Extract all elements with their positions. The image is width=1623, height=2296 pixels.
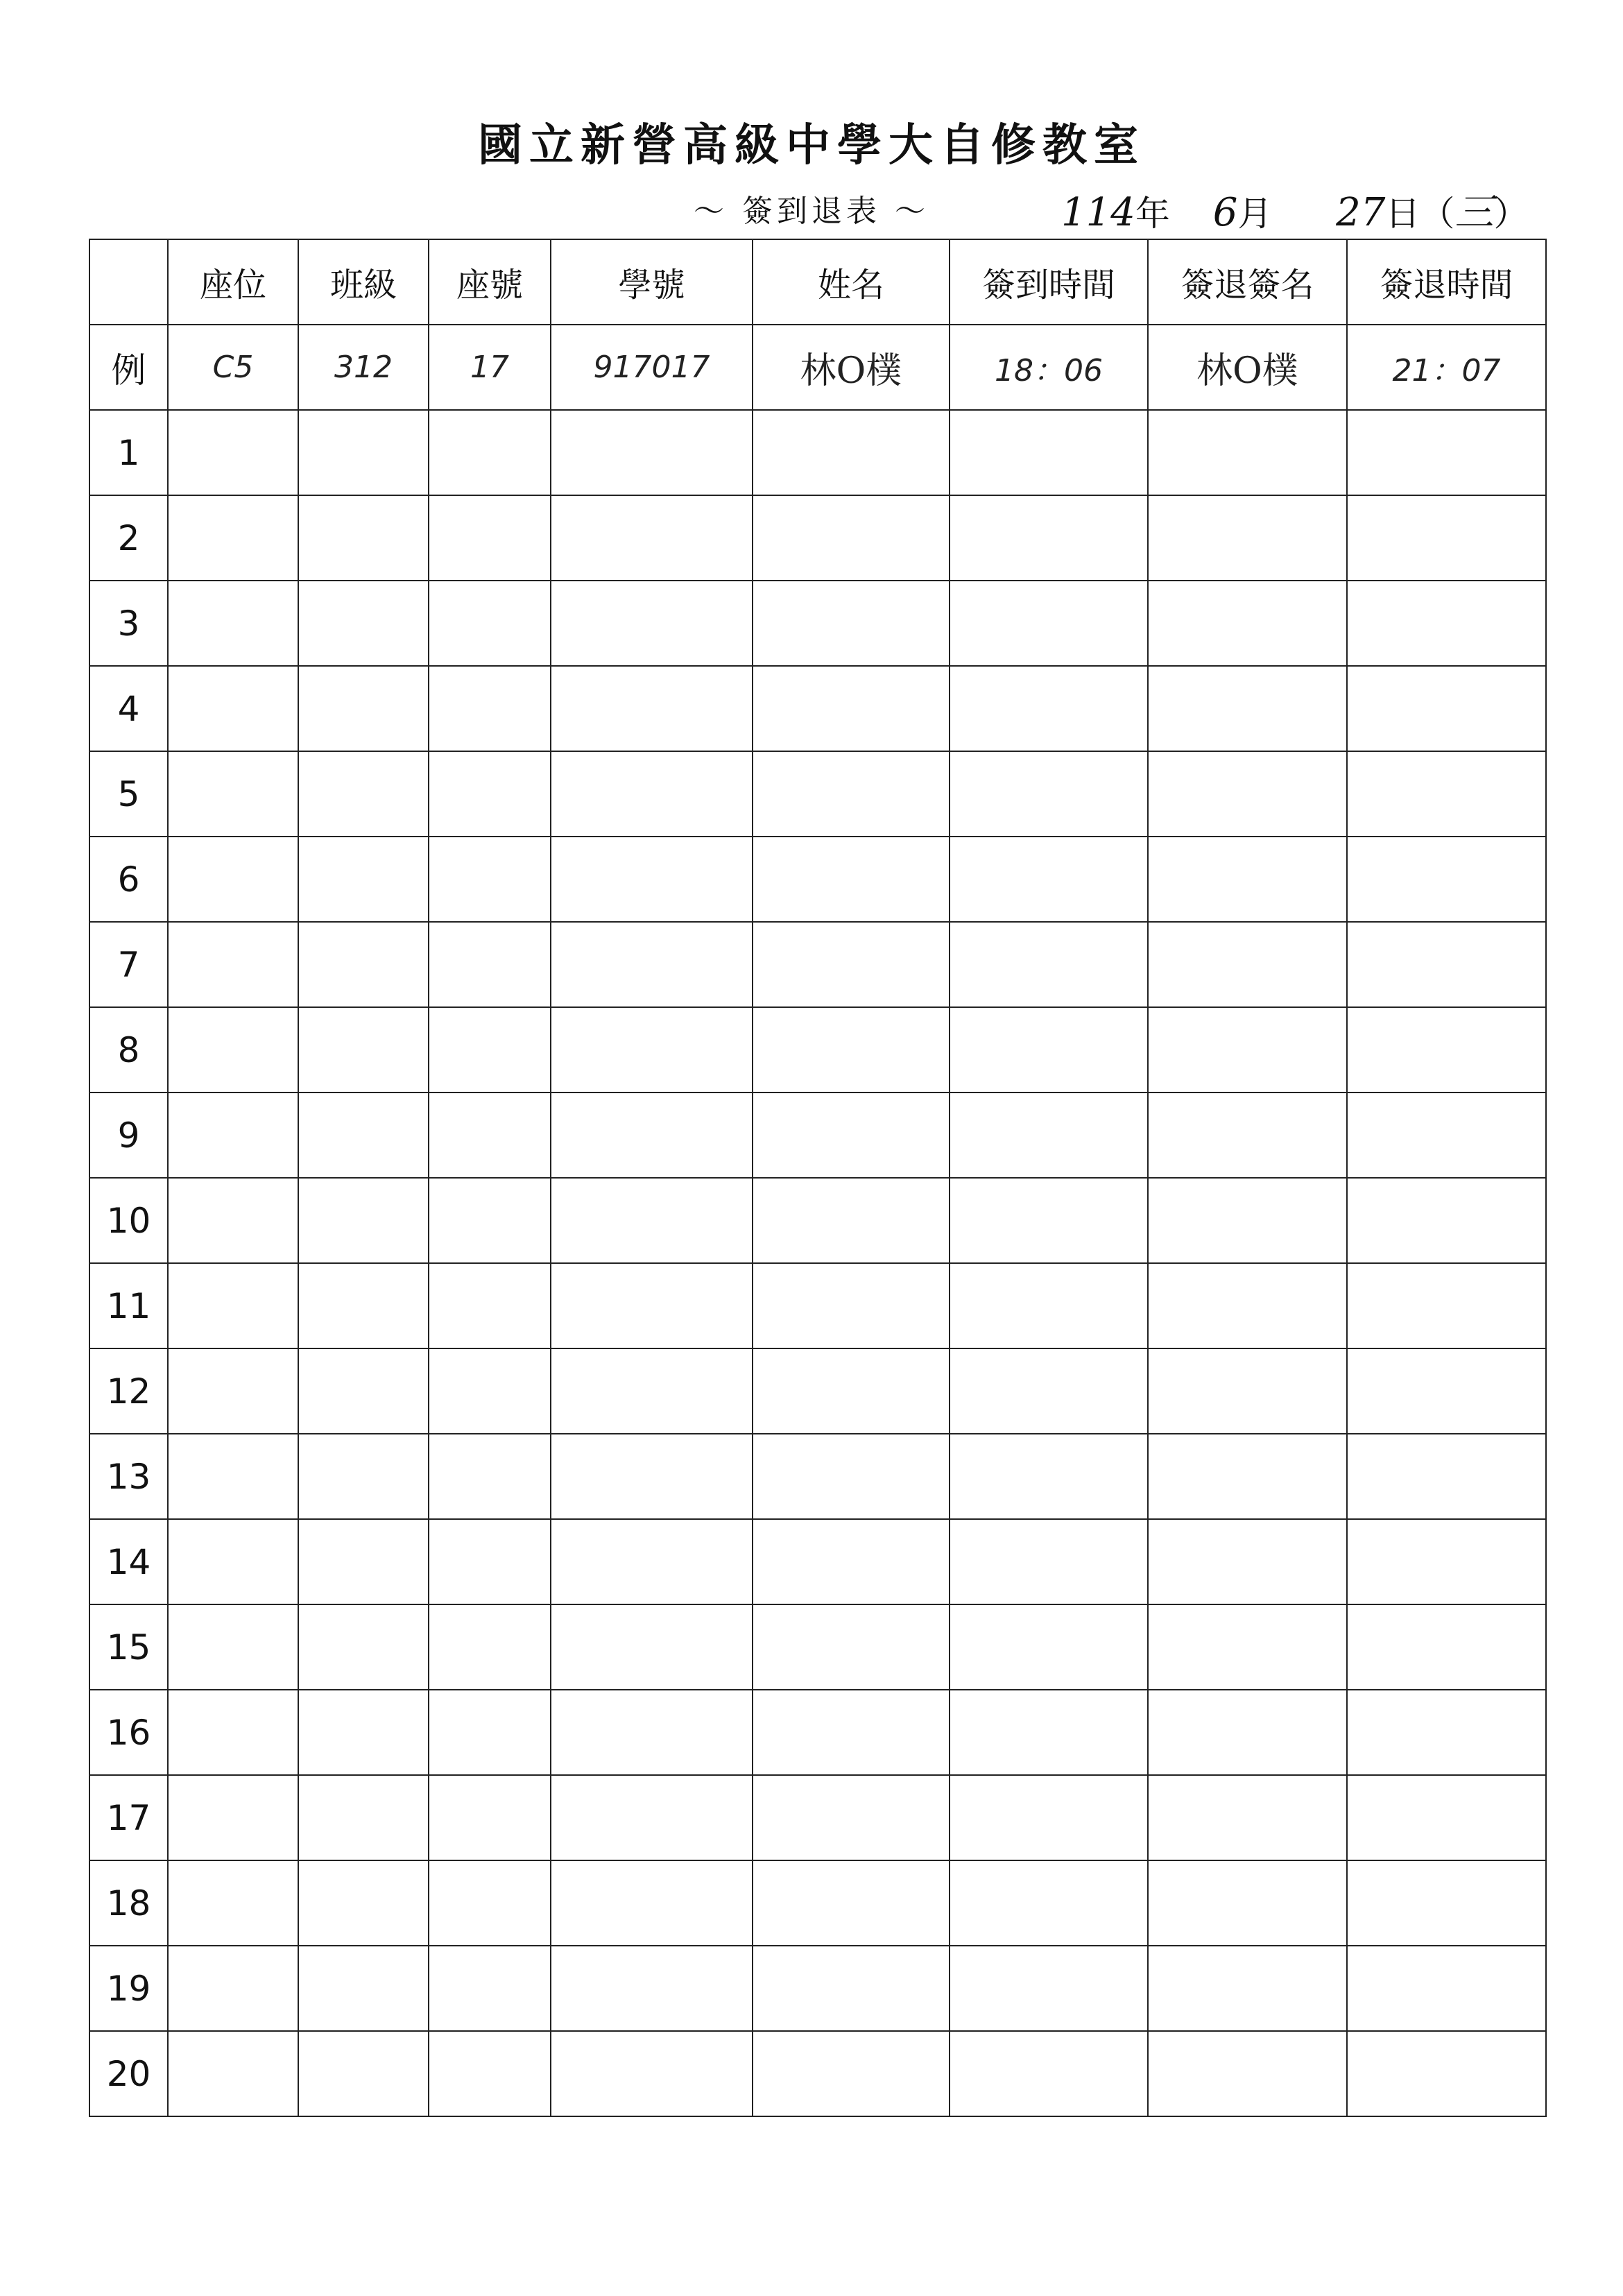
seat-cell[interactable] xyxy=(168,1178,298,1263)
seat-no-cell[interactable] xyxy=(429,1263,551,1348)
seat-no-cell[interactable] xyxy=(429,922,551,1007)
sign-out-time-cell[interactable] xyxy=(1347,1604,1546,1690)
seat-cell[interactable] xyxy=(168,1946,298,2031)
table-row xyxy=(89,1775,1546,1860)
seat-cell[interactable] xyxy=(168,1519,298,1604)
col-header-name: 姓名 xyxy=(753,239,950,325)
seat-no-cell[interactable] xyxy=(429,410,551,495)
table-row xyxy=(89,2031,1546,2116)
class-cell[interactable] xyxy=(298,1604,429,1690)
sign-out-name-cell[interactable] xyxy=(1148,751,1347,837)
sign-out-time-cell[interactable] xyxy=(1347,666,1546,751)
seat-no-cell[interactable] xyxy=(429,495,551,581)
sign-out-time-cell[interactable] xyxy=(1347,1178,1546,1263)
name-cell[interactable] xyxy=(753,581,950,666)
row-number: 20 xyxy=(89,2031,168,2116)
seat-cell[interactable] xyxy=(168,1434,298,1519)
seat-no-cell[interactable] xyxy=(429,751,551,837)
class-cell[interactable] xyxy=(298,495,429,581)
sign-in-time-cell[interactable] xyxy=(950,1775,1148,1860)
seat-cell[interactable] xyxy=(168,1007,298,1093)
row-number: 1 xyxy=(89,410,168,495)
table-row xyxy=(89,1348,1546,1434)
name-cell[interactable] xyxy=(753,1178,950,1263)
sign-out-name-cell[interactable] xyxy=(1148,922,1347,1007)
example-row xyxy=(89,325,1546,410)
row-number: 18 xyxy=(89,1860,168,1946)
date-line xyxy=(1061,182,1528,237)
seat-no-cell[interactable] xyxy=(429,1093,551,1178)
date-day-unit: 日 xyxy=(1385,194,1420,234)
table-row xyxy=(89,1690,1546,1775)
row-number: 3 xyxy=(89,581,168,666)
sign-out-name-cell[interactable] xyxy=(1148,1093,1347,1178)
row-number: 12 xyxy=(89,1348,168,1434)
sign-in-time-cell[interactable] xyxy=(950,1178,1148,1263)
sign-in-time-cell[interactable] xyxy=(950,495,1148,581)
example-class: 312 xyxy=(298,325,429,410)
sign-out-time-cell[interactable] xyxy=(1347,1434,1546,1519)
class-cell[interactable] xyxy=(298,1263,429,1348)
example-student-id: 917017 xyxy=(551,325,753,410)
student-id-cell[interactable] xyxy=(551,1519,753,1604)
col-header-student-id: 學號 xyxy=(551,239,753,325)
name-cell[interactable] xyxy=(753,1263,950,1348)
class-cell[interactable] xyxy=(298,666,429,751)
table-row xyxy=(89,1434,1546,1519)
table-row xyxy=(89,1093,1546,1178)
row-number: 2 xyxy=(89,495,168,581)
document-subtitle: ～ 簽到退表 ～ xyxy=(694,194,929,229)
name-cell[interactable] xyxy=(753,922,950,1007)
weekday-close: ） xyxy=(1493,194,1529,234)
class-cell[interactable] xyxy=(298,1178,429,1263)
row-number: 19 xyxy=(89,1946,168,2031)
sign-out-name-cell[interactable] xyxy=(1148,837,1347,922)
header-row xyxy=(89,239,1546,325)
row-number: 13 xyxy=(89,1434,168,1519)
name-cell[interactable] xyxy=(753,1860,950,1946)
student-id-cell[interactable] xyxy=(551,751,753,837)
sign-out-time-cell[interactable] xyxy=(1347,495,1546,581)
row-number: 8 xyxy=(89,1007,168,1093)
student-id-cell[interactable] xyxy=(551,410,753,495)
seat-no-cell[interactable] xyxy=(429,1604,551,1690)
class-cell[interactable] xyxy=(298,1946,429,2031)
table-row xyxy=(89,495,1546,581)
student-id-cell[interactable] xyxy=(551,1860,753,1946)
sign-out-name-cell[interactable] xyxy=(1148,666,1347,751)
seat-cell[interactable] xyxy=(168,1093,298,1178)
student-id-cell[interactable] xyxy=(551,1434,753,1519)
col-header-sign-out-time: 簽退時間 xyxy=(1347,239,1546,325)
table-row xyxy=(89,1519,1546,1604)
seat-cell[interactable] xyxy=(168,1348,298,1434)
col-header-class: 班級 xyxy=(298,239,429,325)
sign-out-time-cell[interactable] xyxy=(1347,1007,1546,1093)
sign-out-time-cell[interactable] xyxy=(1347,922,1546,1007)
name-cell[interactable] xyxy=(753,1434,950,1519)
class-cell[interactable] xyxy=(298,1434,429,1519)
student-id-cell[interactable] xyxy=(551,1604,753,1690)
sign-in-time-cell[interactable] xyxy=(950,1434,1148,1519)
student-id-cell[interactable] xyxy=(551,922,753,1007)
row-number: 17 xyxy=(89,1775,168,1860)
name-cell[interactable] xyxy=(753,2031,950,2116)
sign-out-time-cell[interactable] xyxy=(1347,1348,1546,1434)
student-id-cell[interactable] xyxy=(551,581,753,666)
seat-cell[interactable] xyxy=(168,1604,298,1690)
sign-out-name-cell[interactable] xyxy=(1148,1690,1347,1775)
sign-out-time-cell[interactable] xyxy=(1347,1519,1546,1604)
seat-cell[interactable] xyxy=(168,1775,298,1860)
class-cell[interactable] xyxy=(298,751,429,837)
sign-out-name-cell[interactable] xyxy=(1148,1775,1347,1860)
example-label: 例 xyxy=(89,325,168,410)
sign-out-time-cell[interactable] xyxy=(1347,1690,1546,1775)
student-id-cell[interactable] xyxy=(551,495,753,581)
sign-out-name-cell[interactable] xyxy=(1148,410,1347,495)
seat-no-cell[interactable] xyxy=(429,1690,551,1775)
row-number: 9 xyxy=(89,1093,168,1178)
seat-cell[interactable] xyxy=(168,410,298,495)
table-row xyxy=(89,751,1546,837)
student-id-cell[interactable] xyxy=(551,1348,753,1434)
class-cell[interactable] xyxy=(298,1093,429,1178)
row-number: 5 xyxy=(89,751,168,837)
sign-in-time-cell[interactable] xyxy=(950,1348,1148,1434)
seat-no-cell[interactable] xyxy=(429,1775,551,1860)
sign-out-name-cell[interactable] xyxy=(1148,1434,1347,1519)
seat-cell[interactable] xyxy=(168,922,298,1007)
seat-no-cell[interactable] xyxy=(429,1007,551,1093)
row-number: 14 xyxy=(89,1519,168,1604)
col-header-seat: 座位 xyxy=(168,239,298,325)
sign-out-time-cell[interactable] xyxy=(1347,2031,1546,2116)
table-row xyxy=(89,1178,1546,1263)
col-header-index xyxy=(89,239,168,325)
date-month: 6 xyxy=(1212,190,1238,235)
seat-cell[interactable] xyxy=(168,2031,298,2116)
sign-out-time-cell[interactable] xyxy=(1347,1775,1546,1860)
name-cell[interactable] xyxy=(753,495,950,581)
table-row xyxy=(89,581,1546,666)
table-row xyxy=(89,922,1546,1007)
table-row xyxy=(89,1263,1546,1348)
sign-out-time-cell[interactable] xyxy=(1347,410,1546,495)
example-seat: C5 xyxy=(168,325,298,410)
row-number: 11 xyxy=(89,1263,168,1348)
table-row xyxy=(89,410,1546,495)
example-seat-no: 17 xyxy=(429,325,551,410)
seat-cell[interactable] xyxy=(168,837,298,922)
sign-in-table xyxy=(89,239,1547,2117)
sign-in-time-cell[interactable] xyxy=(950,581,1148,666)
student-id-cell[interactable] xyxy=(551,2031,753,2116)
sign-in-time-cell[interactable] xyxy=(950,1093,1148,1178)
date-year: 114 xyxy=(1061,190,1135,235)
example-sign-in-time: 18：06 xyxy=(950,325,1148,410)
student-id-cell[interactable] xyxy=(551,1263,753,1348)
name-cell[interactable] xyxy=(753,1348,950,1434)
sign-out-name-cell[interactable] xyxy=(1148,495,1347,581)
sign-in-time-cell[interactable] xyxy=(950,1860,1148,1946)
seat-cell[interactable] xyxy=(168,495,298,581)
class-cell[interactable] xyxy=(298,1860,429,1946)
table-row xyxy=(89,666,1546,751)
sign-out-time-cell[interactable] xyxy=(1347,837,1546,922)
sign-out-time-cell[interactable] xyxy=(1347,1860,1546,1946)
seat-no-cell[interactable] xyxy=(429,581,551,666)
seat-no-cell[interactable] xyxy=(429,666,551,751)
sign-in-time-cell[interactable] xyxy=(950,1263,1148,1348)
table-row xyxy=(89,1604,1546,1690)
row-number: 10 xyxy=(89,1178,168,1263)
class-cell[interactable] xyxy=(298,1519,429,1604)
seat-no-cell[interactable] xyxy=(429,1348,551,1434)
example-sign-out-name: 林O樸 xyxy=(1148,325,1347,410)
seat-cell[interactable] xyxy=(168,1263,298,1348)
seat-cell[interactable] xyxy=(168,751,298,837)
sign-out-time-cell[interactable] xyxy=(1347,1093,1546,1178)
seat-cell[interactable] xyxy=(168,1690,298,1775)
sign-out-name-cell[interactable] xyxy=(1148,1946,1347,2031)
class-cell[interactable] xyxy=(298,581,429,666)
sign-in-time-cell[interactable] xyxy=(950,1519,1148,1604)
row-number: 4 xyxy=(89,666,168,751)
seat-cell[interactable] xyxy=(168,666,298,751)
student-id-cell[interactable] xyxy=(551,1690,753,1775)
sign-out-name-cell[interactable] xyxy=(1148,1178,1347,1263)
table-row xyxy=(89,1946,1546,2031)
sign-in-time-cell[interactable] xyxy=(950,751,1148,837)
sign-out-name-cell[interactable] xyxy=(1148,581,1347,666)
sign-in-time-cell[interactable] xyxy=(950,837,1148,922)
name-cell[interactable] xyxy=(753,1519,950,1604)
sign-out-time-cell[interactable] xyxy=(1347,1263,1546,1348)
sign-out-name-cell[interactable] xyxy=(1148,2031,1347,2116)
student-id-cell[interactable] xyxy=(551,1178,753,1263)
example-name: 林O樸 xyxy=(753,325,950,410)
student-id-cell[interactable] xyxy=(551,666,753,751)
sign-in-time-cell[interactable] xyxy=(950,1604,1148,1690)
sign-out-name-cell[interactable] xyxy=(1148,1519,1347,1604)
date-month-unit: 月 xyxy=(1237,194,1273,234)
class-cell[interactable] xyxy=(298,1690,429,1775)
sign-out-name-cell[interactable] xyxy=(1148,1348,1347,1434)
sign-out-name-cell[interactable] xyxy=(1148,1263,1347,1348)
class-cell[interactable] xyxy=(298,1348,429,1434)
class-cell[interactable] xyxy=(298,837,429,922)
class-cell[interactable] xyxy=(298,1007,429,1093)
document-title: 國立新營高級中學大自修教室 xyxy=(478,119,1145,171)
date-day: 27 xyxy=(1336,190,1386,235)
name-cell[interactable] xyxy=(753,1775,950,1860)
sign-in-time-cell[interactable] xyxy=(950,410,1148,495)
table-row xyxy=(89,1007,1546,1093)
col-header-seat-no: 座號 xyxy=(429,239,551,325)
name-cell[interactable] xyxy=(753,410,950,495)
student-id-cell[interactable] xyxy=(551,1093,753,1178)
name-cell[interactable] xyxy=(753,751,950,837)
row-number: 6 xyxy=(89,837,168,922)
seat-cell[interactable] xyxy=(168,581,298,666)
sign-out-name-cell[interactable] xyxy=(1148,1604,1347,1690)
sign-out-time-cell[interactable] xyxy=(1347,751,1546,837)
sign-in-time-cell[interactable] xyxy=(950,922,1148,1007)
sign-in-time-cell[interactable] xyxy=(950,2031,1148,2116)
seat-cell[interactable] xyxy=(168,1860,298,1946)
class-cell[interactable] xyxy=(298,410,429,495)
sign-in-time-cell[interactable] xyxy=(950,1946,1148,2031)
sign-out-time-cell[interactable] xyxy=(1347,1946,1546,2031)
student-id-cell[interactable] xyxy=(551,837,753,922)
sign-in-time-cell[interactable] xyxy=(950,1007,1148,1093)
seat-no-cell[interactable] xyxy=(429,1946,551,2031)
seat-no-cell[interactable] xyxy=(429,2031,551,2116)
sign-out-name-cell[interactable] xyxy=(1148,1007,1347,1093)
sign-in-time-cell[interactable] xyxy=(950,1690,1148,1775)
row-number: 7 xyxy=(89,922,168,1007)
sign-out-name-cell[interactable] xyxy=(1148,1860,1347,1946)
table-row xyxy=(89,837,1546,922)
row-number: 15 xyxy=(89,1604,168,1690)
seat-no-cell[interactable] xyxy=(429,1434,551,1519)
class-cell[interactable] xyxy=(298,922,429,1007)
seat-no-cell[interactable] xyxy=(429,1860,551,1946)
student-id-cell[interactable] xyxy=(551,1775,753,1860)
col-header-sign-out-name: 簽退簽名 xyxy=(1148,239,1347,325)
class-cell[interactable] xyxy=(298,2031,429,2116)
student-id-cell[interactable] xyxy=(551,1946,753,2031)
name-cell[interactable] xyxy=(753,1604,950,1690)
class-cell[interactable] xyxy=(298,1775,429,1860)
name-cell[interactable] xyxy=(753,1093,950,1178)
weekday-open: （ xyxy=(1420,194,1455,234)
col-header-sign-in-time: 簽到時間 xyxy=(950,239,1148,325)
name-cell[interactable] xyxy=(753,837,950,922)
name-cell[interactable] xyxy=(753,1007,950,1093)
sign-in-time-cell[interactable] xyxy=(950,666,1148,751)
date-year-unit: 年 xyxy=(1135,194,1170,234)
student-id-cell[interactable] xyxy=(551,1007,753,1093)
name-cell[interactable] xyxy=(753,1946,950,2031)
sign-out-time-cell[interactable] xyxy=(1347,581,1546,666)
seat-no-cell[interactable] xyxy=(429,1519,551,1604)
row-number: 16 xyxy=(89,1690,168,1775)
name-cell[interactable] xyxy=(753,666,950,751)
date-weekday: 三 xyxy=(1454,190,1494,235)
seat-no-cell[interactable] xyxy=(429,837,551,922)
name-cell[interactable] xyxy=(753,1690,950,1775)
seat-no-cell[interactable] xyxy=(429,1178,551,1263)
example-sign-out-time: 21：07 xyxy=(1347,325,1546,410)
table-row xyxy=(89,1860,1546,1946)
